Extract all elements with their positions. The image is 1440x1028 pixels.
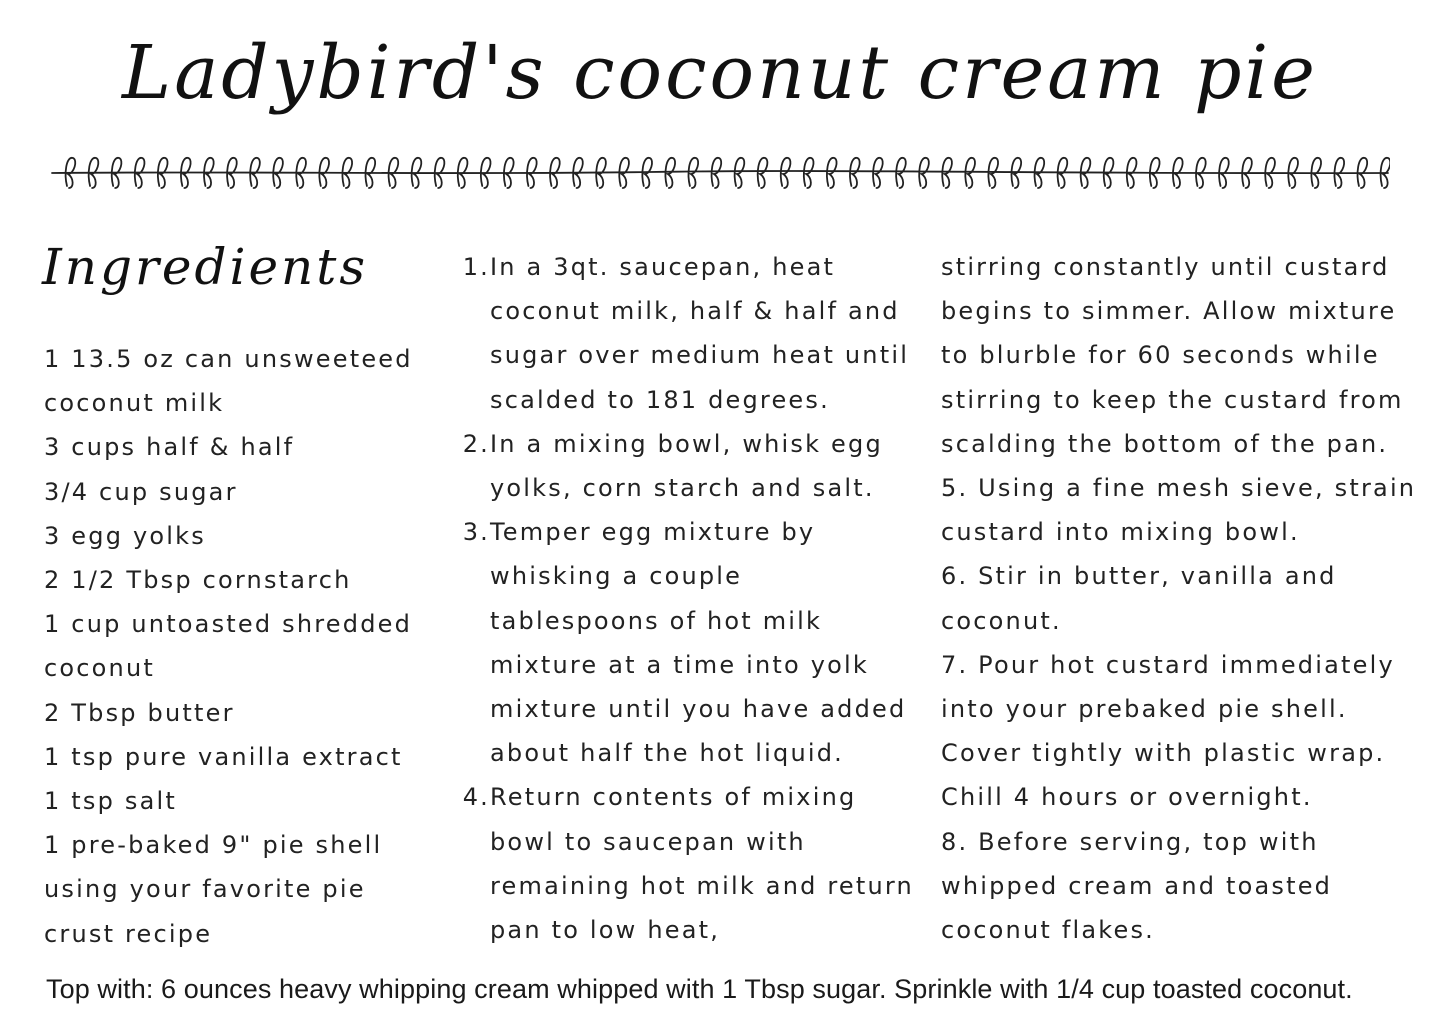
vine-leaf bbox=[735, 158, 745, 188]
ingredient-line: coconut bbox=[44, 654, 155, 683]
vine-leaf bbox=[665, 158, 675, 188]
ingredient-line: 1 pre-baked 9" pie shell bbox=[44, 831, 383, 860]
ingredients-list bbox=[44, 337, 424, 956]
instructions-column-1 bbox=[452, 245, 914, 952]
ingredient-line: 3 cups half & half bbox=[44, 433, 295, 462]
topping-note: Top with: 6 ounces heavy whipping cream whipped with 1 Tbsp sugar. Sprinkle with 1/4 cup toasted coconut. bbox=[46, 974, 1353, 1004]
step-line: scalded to 181 degrees. bbox=[490, 385, 830, 414]
step-line: pan to low heat, bbox=[490, 916, 721, 945]
ingredient-line: crust recipe bbox=[44, 919, 213, 948]
vine-leaf bbox=[965, 158, 975, 188]
step-line: mixture until you have added bbox=[490, 695, 907, 724]
vine-leaf bbox=[804, 158, 814, 188]
step-line: custard into mixing bowl. bbox=[941, 518, 1300, 547]
ingredient-line: coconut milk bbox=[44, 389, 225, 418]
vine-leaf bbox=[758, 158, 768, 188]
ingredient-line: 1 tsp pure vanilla extract bbox=[44, 742, 403, 771]
ingredients-heading: Ingredients bbox=[42, 238, 368, 296]
vine-leaf bbox=[781, 158, 791, 188]
vine-leaf bbox=[850, 158, 860, 188]
step-line: bowl to saucepan with bbox=[490, 827, 806, 856]
step-line: 6. Stir in butter, vanilla and bbox=[941, 562, 1337, 591]
step-line: remaining hot milk and return bbox=[490, 871, 914, 900]
vine-stem bbox=[52, 171, 1388, 173]
step-line: stirring to keep the custard from bbox=[941, 385, 1404, 414]
step-line: In a mixing bowl, whisk egg bbox=[490, 429, 883, 458]
ingredient-line: 1 tsp salt bbox=[44, 787, 177, 816]
step-line: into your prebaked pie shell. bbox=[941, 695, 1348, 724]
step-line: yolks, corn starch and salt. bbox=[490, 474, 875, 503]
ingredient-line: using your favorite pie bbox=[44, 875, 366, 904]
vine-leaf bbox=[689, 158, 699, 188]
vine-divider bbox=[50, 148, 1390, 198]
step-line: begins to simmer. Allow mixture bbox=[941, 297, 1397, 326]
step-line: tablespoons of hot milk bbox=[490, 606, 823, 635]
ingredient-line: 1 13.5 oz can unsweeteed bbox=[44, 345, 413, 373]
instructions-column-2 bbox=[941, 245, 1417, 952]
step-line: Chill 4 hours or overnight. bbox=[941, 783, 1313, 812]
ingredient-line: 2 1/2 Tbsp cornstarch bbox=[44, 566, 352, 595]
instruction-step bbox=[452, 245, 910, 422]
ingredient-line: 1 cup untoasted shredded bbox=[44, 610, 413, 639]
ingredient-line: 2 Tbsp butter bbox=[44, 698, 235, 727]
step-number: 1. bbox=[462, 253, 490, 281]
vine-leaf bbox=[873, 158, 883, 188]
step-line: In a 3qt. saucepan, heat bbox=[490, 253, 836, 281]
vine-leaf bbox=[988, 158, 998, 188]
step-line: 8. Before serving, top with bbox=[941, 827, 1319, 856]
step-line: to blurble for 60 seconds while bbox=[941, 341, 1380, 370]
step-text bbox=[490, 775, 914, 952]
step-text bbox=[490, 245, 909, 422]
step-line: scalding the bottom of the pan. bbox=[941, 429, 1389, 458]
step-line: mixture at a time into yolk bbox=[490, 650, 869, 679]
vine-leaf bbox=[942, 158, 952, 188]
step-line: whisking a couple bbox=[490, 562, 743, 591]
step-line: Temper egg mixture by bbox=[490, 518, 816, 547]
step-line: coconut milk, half & half and bbox=[490, 297, 900, 326]
step-number: 2. bbox=[462, 429, 490, 458]
instruction-step bbox=[452, 510, 907, 775]
step-text bbox=[490, 510, 907, 775]
step-line: Return contents of mixing bbox=[490, 783, 857, 812]
instruction-step bbox=[452, 775, 914, 952]
step-line: coconut. bbox=[941, 606, 1062, 635]
step-number: 3. bbox=[462, 518, 490, 547]
step-line: 7. Pour hot custard immediately bbox=[941, 650, 1395, 679]
step-line: whipped cream and toasted bbox=[941, 871, 1333, 900]
vine-leaf bbox=[896, 158, 906, 188]
ingredient-line: 3/4 cup sugar bbox=[44, 477, 238, 506]
step-line: stirring constantly until custard bbox=[941, 253, 1390, 281]
step-line: Cover tightly with plastic wrap. bbox=[941, 739, 1386, 768]
recipe-title: Ladybird's coconut cream pie bbox=[122, 30, 1318, 116]
step-line: sugar over medium heat until bbox=[490, 341, 910, 370]
step-line: 5. Using a fine mesh sieve, strain bbox=[941, 474, 1417, 503]
vine-leaf bbox=[919, 158, 929, 188]
step-line: about half the hot liquid. bbox=[490, 739, 845, 768]
ingredient-line: 3 egg yolks bbox=[44, 521, 206, 550]
instruction-step bbox=[452, 422, 907, 510]
vine-leaf bbox=[712, 158, 722, 188]
step-number: 4. bbox=[462, 783, 490, 812]
step-text bbox=[490, 422, 907, 510]
vine-leaf bbox=[827, 158, 837, 188]
step-line: coconut flakes. bbox=[941, 916, 1155, 945]
